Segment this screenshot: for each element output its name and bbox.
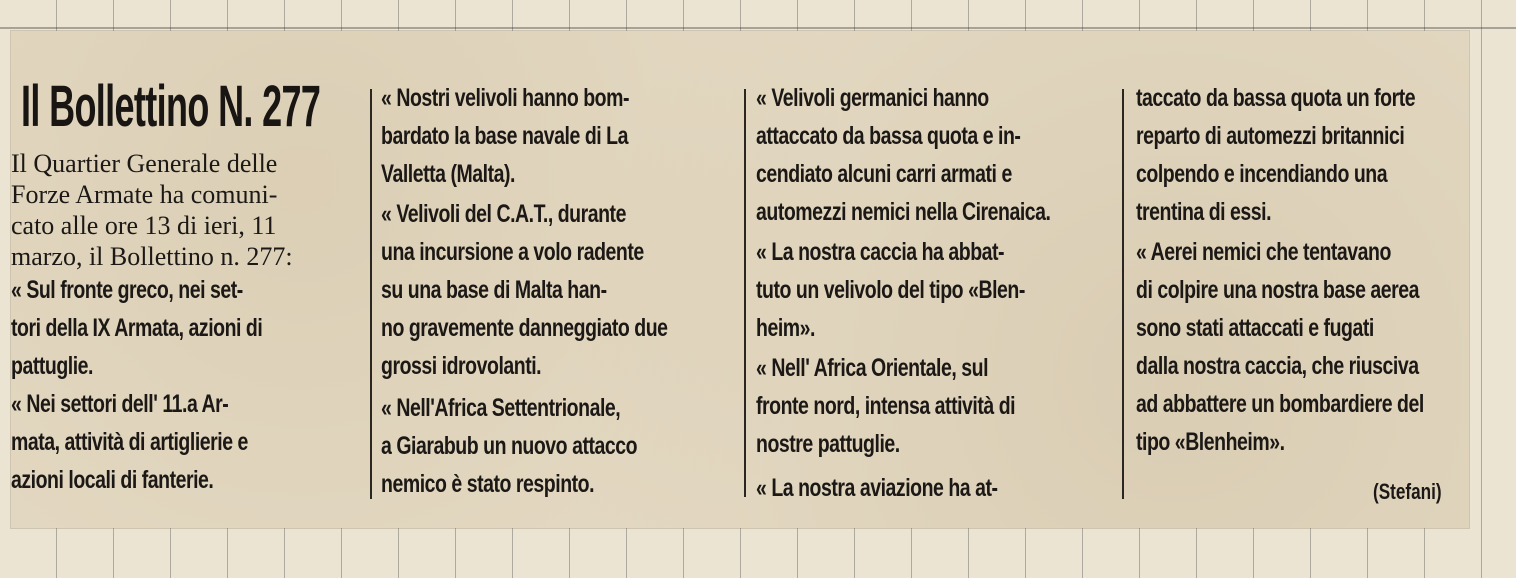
col2-paragraph-3: « Nell'Africa Settentrionale, a Giarabub un nuovo attacco nemico è stato respinto.: [381, 394, 638, 498]
col1-paragraph-1: « Sul fronte greco, nei set- tori della IX Armata, azioni di pattuglie.: [11, 276, 263, 380]
column-separator-3: [1122, 89, 1124, 499]
column-4: [1136, 31, 1469, 528]
col4-paragraph-2: « Aerei nemici che tentavano di colpire una nostra base aerea sono stati attaccati e fugati dalla nostra caccia, che riusciva ad abbattere un bombardiere del tipo «Blenheim».: [1136, 238, 1424, 456]
column-separator-1: [370, 89, 372, 499]
col2-paragraph-1: « Nostri velivoli hanno bom- bardato la base navale di La Valletta (Malta).: [381, 84, 630, 188]
newspaper-clipping: [11, 31, 1469, 528]
column-2: [381, 31, 741, 528]
col3-paragraph-2: « La nostra caccia ha abbat- tuto un velivolo del tipo «Blen- heim».: [756, 238, 1025, 342]
col3-paragraph-3: « Nell' Africa Orientale, sul fronte nord, intensa attività di nostre pattuglie.: [756, 354, 1016, 458]
page-top-rule: [0, 27, 1516, 29]
column-1: [11, 31, 361, 528]
col3-paragraph-4: « La nostra aviazione ha at-: [756, 474, 998, 502]
article-title: Il Bollettino N. 277: [21, 74, 321, 139]
col4-paragraph-1: taccato da bassa quota un forte reparto di automezzi britannici colpendo e incendiando una trentina di essi.: [1136, 84, 1416, 226]
column-separator-2: [744, 89, 746, 497]
article-signature: (Stefani): [1373, 479, 1442, 504]
article-intro: Il Quartier Generale delle Forze Armate ha comuni- cato alle ore 13 di ieri, 11 marzo, il Bollettino n. 277:: [11, 149, 293, 271]
col1-paragraph-2: « Nei settori dell' 11.a Ar- mata, attività di artiglierie e azioni locali di fanterie.: [11, 390, 248, 494]
col2-paragraph-2: « Velivoli del C.A.T., durante una incursione a volo radente su una base di Malta han- no gravemente danneggiato due grossi idrovolanti.: [381, 200, 668, 380]
column-3: [756, 31, 1116, 528]
col3-paragraph-1: « Velivoli germanici hanno attaccato da bassa quota e in- cendiato alcuni carri armati e automezzi nemici nella Cirenaica.: [756, 84, 1051, 226]
